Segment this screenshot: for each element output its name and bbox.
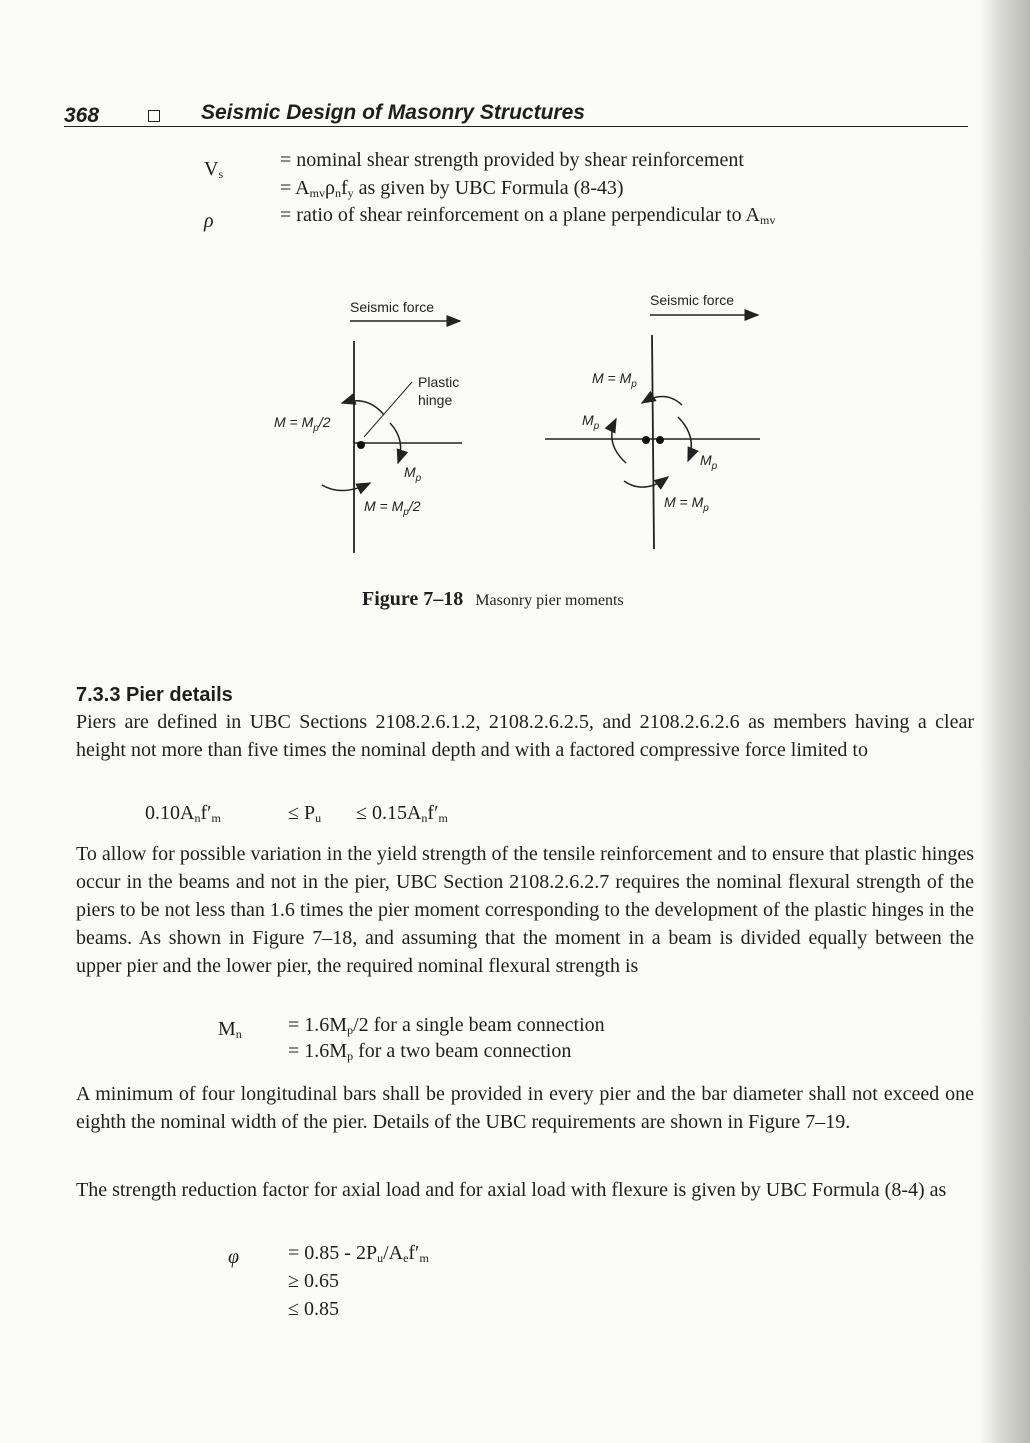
def-text-formula: = $A_{mv}\rho_nf_y$ as given by UBC Formula (8-43)	[280, 177, 624, 200]
mn-equation-two: = $1.6M_p$ for a two beam connection	[288, 1040, 572, 1063]
right-pier-line	[652, 335, 654, 549]
right-top-moment-arrow	[642, 396, 682, 405]
right-hinge-dot-right	[656, 436, 664, 444]
left-bottom-moment-arrow	[322, 483, 370, 491]
def-text-vs: = nominal shear strength provided by shear reinforcement	[280, 149, 744, 171]
right-hinge-dot-left	[642, 436, 650, 444]
section-heading: 7.3.3 Pier details	[76, 684, 233, 706]
right-bottom-moment-arrow	[624, 477, 668, 487]
left-top-moment-arrow	[342, 401, 384, 415]
inequality-pu: ≤ $P_u$	[288, 802, 322, 825]
left-bottom-moment-label: $M = M_p/2$	[364, 498, 421, 518]
paragraph-longitudinal-bars: A minimum of four longitudinal bars shall be provided in every pier and the bar diameter shall not exceed one eighth the nominal width of the pier. Details of the UBC requirements are shown in Figure 7–19.	[76, 1083, 974, 1133]
mn-symbol: $M_n$	[218, 1018, 242, 1041]
plastic-hinge-label-2: hinge	[418, 392, 453, 408]
figure-caption	[362, 588, 624, 611]
plastic-hinge-leader	[364, 382, 412, 437]
inequality-lower: $0.10A_nf'_m$	[145, 802, 221, 825]
page-number: 368	[64, 104, 100, 127]
left-plastic-hinge-dot	[357, 441, 365, 449]
phi-lower-bound: ≥ 0.65	[288, 1270, 339, 1292]
paragraph-flexural-strength: To allow for possible variation in the yield strength of the tensile reinforcement and to ensure that plastic hinges occur in the beams and not in the pier, UBC Section 2108.2.6.2.7 requires the nominal flexural strength of the piers to be not less than 1.6 times the pier moment corresponding to the development of the plastic hinges in the beams. As shown in Figure 7–18, and assuming that the moment in a beam is divided equally between the upper pier and the lower pier, the required nominal flexural strength is	[76, 843, 974, 977]
figure-caption-label: Figure 7–18	[362, 588, 464, 610]
right-left-mp-label: $M_p$	[582, 412, 600, 432]
def-symbol-vs: $V_s$	[204, 158, 224, 181]
plastic-hinge-label-1: Plastic	[418, 374, 460, 390]
right-top-moment-label: $M = M_p$	[592, 370, 637, 390]
right-right-mp-label: $M_p$	[700, 452, 718, 472]
running-title: Seismic Design of Masonry Structures	[201, 101, 585, 124]
def-text-rho: = ratio of shear reinforcement on a plane perpendicular to $A_{mv}$	[280, 204, 776, 227]
right-force-label: Seismic force	[650, 292, 735, 308]
page-edge-shadow	[978, 0, 1030, 1443]
left-mp-label: $M_p$	[404, 464, 422, 484]
masonry-pier-moments-figure	[260, 285, 780, 565]
header-rule	[64, 126, 968, 127]
phi-upper-bound: ≤ 0.85	[288, 1298, 339, 1320]
left-top-moment-label: $M = M_p/2$	[274, 414, 331, 434]
right-left-moment-arrow	[612, 419, 626, 463]
header-square-icon	[148, 110, 160, 122]
paragraph-pier-definition: Piers are defined in UBC Sections 2108.2.6.1.2, 2108.2.6.2.5, and 2108.2.6.2.6 as members having a clear height not more than five times the nominal depth and with a factored compressive force limited to	[76, 711, 974, 761]
right-bottom-moment-label: $M = M_p$	[664, 494, 709, 514]
figure-caption-text: Masonry pier moments	[475, 592, 624, 609]
def-symbol-rho: ρ	[204, 210, 214, 232]
left-force-label: Seismic force	[350, 299, 435, 315]
mn-equation-single: = $1.6M_p/2$ for a single beam connection	[288, 1014, 605, 1037]
phi-equation: = $0.85 - 2P_u/A_ef'_m$	[288, 1242, 429, 1265]
paragraph-strength-reduction: The strength reduction factor for axial load and for axial load with flexure is given by UBC Formula (8-4) as	[76, 1179, 947, 1201]
phi-symbol: φ	[228, 1246, 240, 1268]
inequality-upper: ≤ $0.15A_nf'_m$	[356, 802, 448, 825]
